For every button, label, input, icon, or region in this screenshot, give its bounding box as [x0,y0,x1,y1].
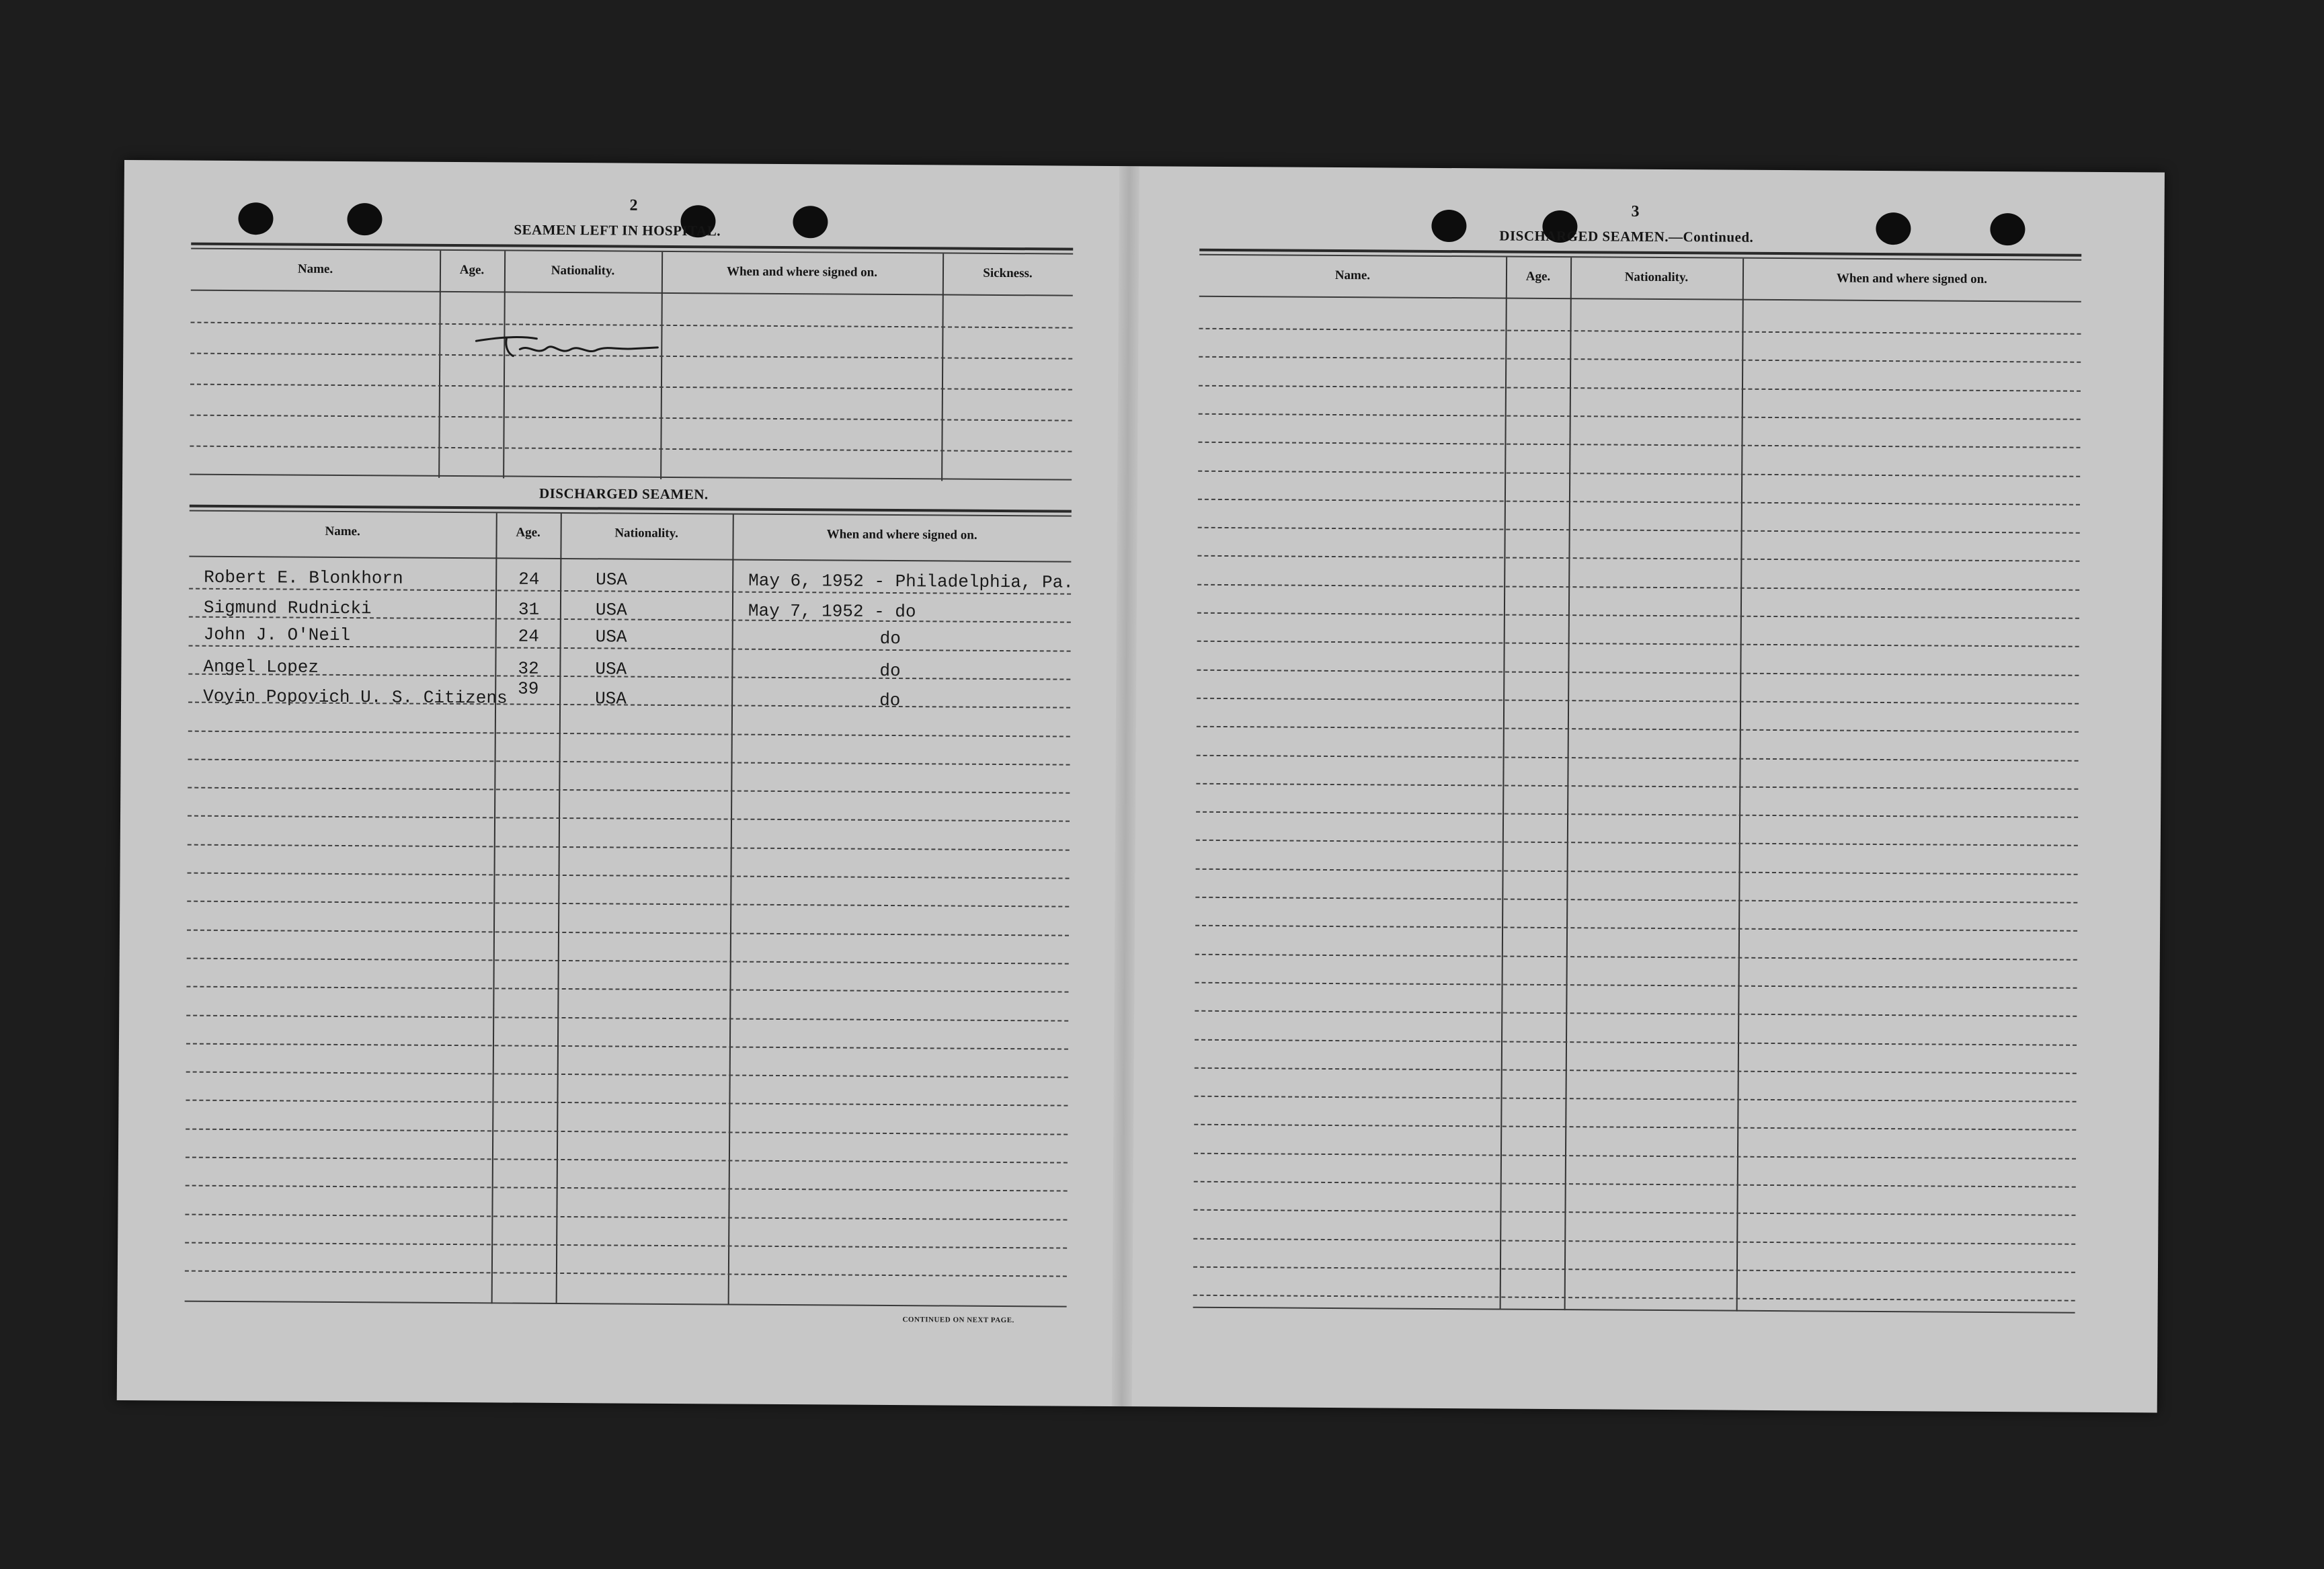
header-rule [189,556,1071,563]
row-line [1193,1209,2075,1216]
row-line [185,1213,1067,1220]
col-sickness: Sickness. [983,266,1033,281]
row-line [1195,1010,2077,1017]
row-line [1193,1266,2075,1273]
table-row-nationality: USA [595,659,627,680]
row-line [1197,612,2079,619]
row-line [1199,356,2081,363]
row-line [1197,555,2079,562]
row-line [187,901,1069,908]
row-line [1195,953,2077,960]
row-line [1195,925,2077,932]
scanned-form [117,160,2165,1413]
table-row-signed-on: May 7, 1952 - do [748,600,916,622]
row-line [1193,1295,2075,1301]
row-line [1195,897,2077,903]
hospital-section-title: SEAMEN LEFT IN HOSPITAL. [514,221,721,239]
table-row-age: 24 [518,626,539,647]
col-signed-on: When and where signed on. [1836,271,1988,286]
row-line [188,758,1070,765]
row-line [188,673,1070,680]
table-row-name: Voyin Popovich U. S. Citizens [203,686,508,709]
row-line [1196,783,2078,790]
handwritten-none-mark [473,329,661,364]
column-divider [438,251,441,478]
row-line [188,787,1070,794]
discharged-row-lines [124,160,2165,173]
row-line [188,815,1070,822]
row-line [186,1072,1068,1078]
punch-hole [1876,212,1911,245]
row-line [1194,1152,2076,1159]
table-row-signed-on: do [879,660,901,682]
punch-hole [1431,210,1466,242]
table-row-signed-on: do [879,690,901,711]
table-row-age: 24 [518,569,540,590]
row-line [1195,1068,2077,1074]
row-line [188,844,1070,850]
col-age: Age. [459,263,485,278]
table-rule [1193,1307,2075,1314]
row-line [1196,811,2078,818]
row-line [186,986,1068,993]
table-row-nationality: USA [595,688,627,709]
col-signed-on: When and where signed on. [826,527,977,542]
header-rule [1199,296,2081,303]
row-line [191,322,1073,329]
row-line [1194,1181,2076,1188]
col-nationality: Nationality. [551,263,615,278]
table-rule [190,474,1072,481]
discharged-section-title: DISCHARGED SEAMEN. [538,485,709,503]
col-age: Age. [516,525,540,540]
column-divider [503,251,506,478]
row-line [189,616,1071,623]
row-line [186,1128,1068,1135]
row-line [185,1242,1067,1248]
row-line [186,1043,1068,1049]
row-line [1197,754,2079,761]
row-line [1197,669,2079,676]
row-line [186,1014,1068,1021]
row-line [190,415,1072,421]
column-divider [941,253,944,481]
punch-hole [1990,213,2025,245]
row-line [1199,328,2081,335]
row-line [1198,499,2080,506]
row-line [185,1271,1067,1277]
table-row-nationality: USA [595,627,627,647]
row-line [1194,1124,2076,1131]
row-line [188,730,1070,737]
row-line [190,446,1072,452]
table-row-signed-on: do [879,628,901,649]
row-line [189,645,1071,651]
row-line [1198,442,2080,448]
row-line [188,873,1070,879]
punch-hole [238,202,273,235]
col-name: Name. [297,262,333,276]
page-fold [1112,166,1139,1406]
col-nationality: Nationality. [1624,270,1689,285]
punch-hole [347,203,382,235]
row-line [1198,527,2080,534]
row-line [1196,840,2078,846]
row-line [1196,868,2078,875]
row-line [1195,982,2077,989]
col-nationality: Nationality. [614,526,678,541]
row-line [1197,698,2079,705]
row-line [1198,470,2080,477]
punch-hole [793,206,828,238]
column-divider [660,252,663,479]
column-divider [556,514,562,1304]
continued-note: CONTINUED ON NEXT PAGE. [902,1316,1014,1325]
row-line [186,1185,1068,1192]
table-row-signed-on: May 6, 1952 - Philadelphia, Pa. [748,570,1074,593]
row-line [1197,641,2079,647]
column-divider [491,513,497,1303]
table-row-name: Sigmund Rudnicki [203,597,372,619]
column-divider [728,515,734,1305]
table-row-nationality: USA [595,600,627,620]
row-line [1193,1238,2075,1244]
table-row-name: John J. O'Neil [203,624,351,646]
table-row-nationality: USA [596,569,628,590]
table-row-age: 32 [518,658,539,679]
row-line [1195,1096,2077,1102]
page-number: 3 [1631,202,1640,220]
discharged-continued-title: DISCHARGED SEAMEN.—Continued. [1499,227,1754,245]
table-row-age: 39 [518,678,539,699]
row-line [187,957,1069,964]
header-rule [191,290,1073,296]
continued-row-lines [124,160,2165,173]
row-line [186,1157,1068,1164]
table-rule [185,1301,1067,1308]
row-line [190,384,1072,391]
col-name: Name. [325,524,360,539]
row-line [1195,1039,2077,1045]
table-row-age: 31 [518,599,540,620]
row-line [1197,726,2079,733]
table-row-name: Robert E. Blonkhorn [204,567,403,589]
row-line [1199,385,2081,391]
col-signed-on: When and where signed on. [726,264,878,280]
row-line [1197,584,2079,590]
page-number: 2 [629,196,638,214]
row-line [186,1100,1068,1107]
table-row-name: Angel Lopez [203,656,319,678]
col-name: Name. [1334,268,1371,283]
row-line [1199,413,2081,420]
row-line [187,929,1069,936]
col-age: Age. [1525,269,1551,284]
